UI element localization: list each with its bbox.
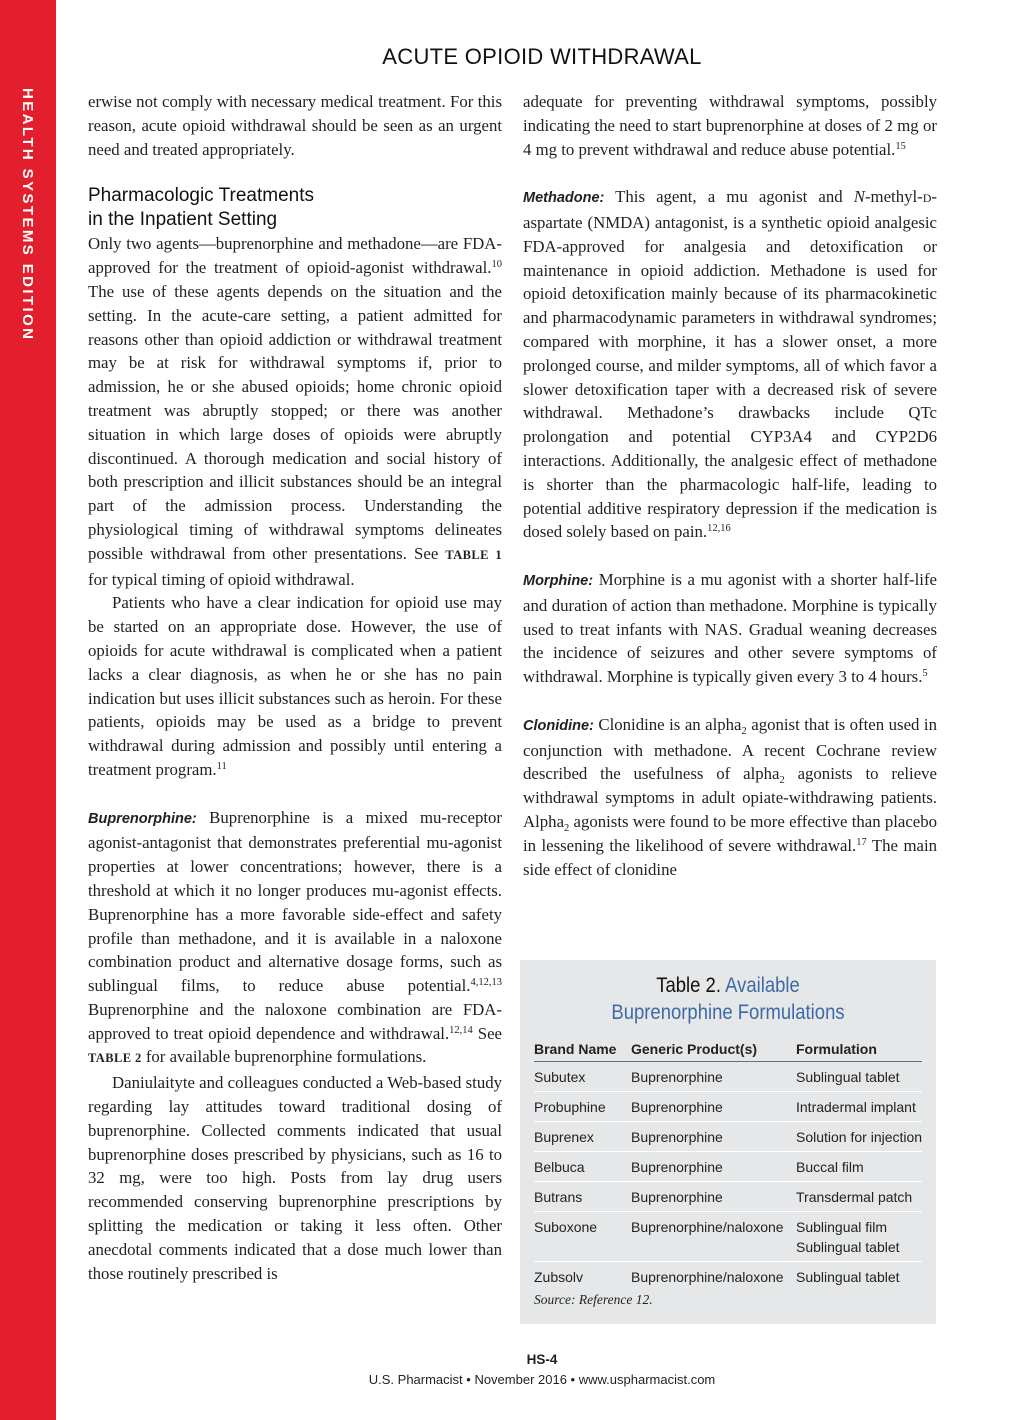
header-formulation: Formulation (796, 1041, 877, 1057)
paragraph-continued: adequate for preventing withdrawal symptoms, possibly indicating the need to start buprenorphine at doses of 2 mg or 4 mg to prevent withdrawal and reduce abuse potential.$^{15}$ (523, 92, 937, 159)
sidebar-band (0, 0, 56, 1420)
paragraph-intro: erwise not comply with necessary medical treatment. For this reason, acute opioid withdrawal should be seen as an urgent need and treated appropriately. (88, 92, 502, 159)
header-brand-name: Brand Name (534, 1041, 617, 1057)
morphine-subheading: Morphine: (523, 572, 594, 589)
formulation-cell: Transdermal patch (796, 1189, 913, 1205)
generic-cell: Buprenorphine/naloxone (631, 1219, 784, 1235)
generic-cell: Buprenorphine (631, 1189, 723, 1205)
table-row (534, 1062, 922, 1092)
table-2-box (520, 960, 936, 1324)
paragraph-agents: Only two agents—buprenorphine and methadone—are FDA-approved for the treatment of opioid-agonist withdrawal.$^{10}$ The use of these agents depends on the situation and the setting. In the acute-care setting, a patient admitted for reasons other than opioid addiction or withdrawal treatment may be at risk for withdrawal symptoms if, prior to admission, he or she abused opioids; home chronic opioid treatment was abruptly stopped; or there was another situation in which large doses of opioids were abruptly discontinued. A thorough medication and social history of both prescription and illicit substances should be an integral part of the admission process. Understanding the physiological timing of withdrawal symptoms delineates possible withdrawal from other presentations. See TABLE 1 for typical timing of opioid withdrawal. (88, 234, 502, 589)
paragraph-daniulaityte: Daniulaityte and colleagues conducted a Web-based study regarding lay attitudes toward traditional dosing of buprenorphine. Collected comments indicated that usual buprenorphine doses prescribed by physicians, such as 16 to 32 mg, were too high. Posts from lay drug users recommended conserving buprenorphine prescriptions by splitting the medication or taking it less often. Other anecdotal comments indicated that a dose much lower than those routinely prescribed is (88, 1073, 502, 1283)
table-2-title: Table 2. Available Buprenorphine Formulations (611, 974, 845, 1024)
table-row (534, 1182, 922, 1212)
paragraph-morphine: Morphine: Morphine is a mu agonist with a shorter half-life and duration of action than methadone. Morphine is typically used to treat infants with NAS. Gradual weaning decreases the incidence of seizures and other severe symptoms of withdrawal. Morphine is typically given every 3 to 4 hours.$^5$ (523, 569, 937, 687)
table-header-row (534, 1037, 922, 1062)
table-source-note: Source: Reference 12. (534, 1292, 653, 1307)
clonidine-subheading: Clonidine: (523, 717, 594, 734)
left-column (88, 90, 502, 1285)
buprenorphine-subheading: Buprenorphine: (88, 810, 197, 827)
running-head: ACUTE OPIOID WITHDRAWAL (382, 44, 702, 69)
formulation-cell: Sublingual tablet (796, 1069, 900, 1085)
brand-cell: Zubsolv (534, 1269, 584, 1285)
table-row (534, 1262, 922, 1291)
header-generic-product: Generic Product(s) (631, 1041, 758, 1057)
page-number: HS-4 (526, 1352, 558, 1367)
formulations-table (534, 1037, 922, 1309)
generic-cell: Buprenorphine (631, 1069, 723, 1085)
brand-cell: Belbuca (534, 1159, 585, 1175)
paragraph-buprenorphine: Buprenorphine: Buprenorphine is a mixed mu-receptor agonist-antagonist that demonstrates preferential mu-agonist properties at lower concentrations; however, there is a threshold at which it no longer produces mu-agonist effects. Buprenorphine has a more favorable side-effect and safety profile than methadone, and it is available in a naloxone combination product and alternative dosage forms, such as sublingual films, to reduce abuse potential.$^{4,12,13}$ Buprenorphine and the naloxone combination are FDA-approved to treat opioid dependence and withdrawal.$^{12,14}$ See TABLE 2 for available buprenorphine formulations. (88, 807, 502, 1067)
paragraph-indication: Patients who have a clear indication for opioid use may be started on an appropriate dose. However, the use of opioids for acute withdrawal is complicated when a patient lacks a clear diagnosis, as when he or she has no pain indication but uses illicit substances such as heroin. For these patients, opioids may be used as a bridge to prevent withdrawal during admission and possibly until entering a treatment program.$^{11}$ (88, 593, 502, 779)
paragraph-clonidine: Clonidine: Clonidine is an alpha$_2$ agonist that is often used in conjunction with methadone. A recent Cochrane review described the usefulness of alpha$_2$ agonists to relieve withdrawal symptoms in adult opiate-withdrawing patients. Alpha$_2$ agonists were found to be more effective than placebo in lessening the likelihood of severe withdrawal.$^{17}$ The main side effect of clonidine (523, 714, 938, 879)
generic-cell: Buprenorphine/naloxone (631, 1269, 784, 1285)
right-column (523, 90, 937, 881)
brand-cell: Subutex (534, 1069, 586, 1085)
section-heading: Pharmacologic Treatments in the Inpatient Setting (88, 185, 314, 231)
table-row (534, 1212, 922, 1262)
generic-cell: Buprenorphine (631, 1099, 723, 1115)
formulation-cell: Buccal film (796, 1159, 864, 1175)
paragraph-methadone: Methadone: This agent, a mu agonist and N-methyl-d-aspartate (NMDA) antagonist, is a synthetic opioid analgesic FDA-approved for analgesia and detoxification or maintenance in opioid addiction. Methadone is used for opioid detoxification mainly because of its pharmacokinetic and pharmacodynamic parameters in withdrawal syndromes; compared with morphine, it has a slower onset, a more prolonged course, and milder symptoms, all of which favor a slower detoxification taper with a decreased risk of severe withdrawal. Methadone’s drawbacks include QTc prolongation and potential CYP3A4 and CYP2D6 interactions. Additionally, the analgesic effect of methadone is shorter than the pharmacologic half-life, leading to potential additive respiratory depression if the medication is dosed solely based on pain.$^{12,16}$ (523, 187, 937, 542)
brand-cell: Butrans (534, 1189, 583, 1205)
formulation-cell: Solution for injection (796, 1129, 923, 1145)
formulation-cell: Intradermal implant (796, 1099, 916, 1115)
generic-cell: Buprenorphine (631, 1159, 723, 1175)
table-row (534, 1122, 922, 1152)
brand-cell: Probuphine (534, 1099, 606, 1115)
table-row (534, 1152, 922, 1182)
generic-cell: Buprenorphine (631, 1129, 723, 1145)
table-row (534, 1092, 922, 1122)
brand-cell: Suboxone (534, 1219, 598, 1235)
table-1-reference: TABLE 1 (445, 547, 502, 562)
methadone-subheading: Methadone: (523, 190, 605, 207)
footer-line: U.S. Pharmacist • November 2016 • www.uspharmacist.com (368, 1372, 716, 1387)
brand-cell: Buprenex (534, 1129, 594, 1145)
edition-label: HEALTH SYSTEMS EDITION (19, 88, 36, 342)
table-2-reference: TABLE 2 (88, 1051, 142, 1066)
formulation-cell: Sublingual tablet (796, 1269, 900, 1285)
formulation-cell: Sublingual film Sublingual tablet (796, 1219, 900, 1255)
